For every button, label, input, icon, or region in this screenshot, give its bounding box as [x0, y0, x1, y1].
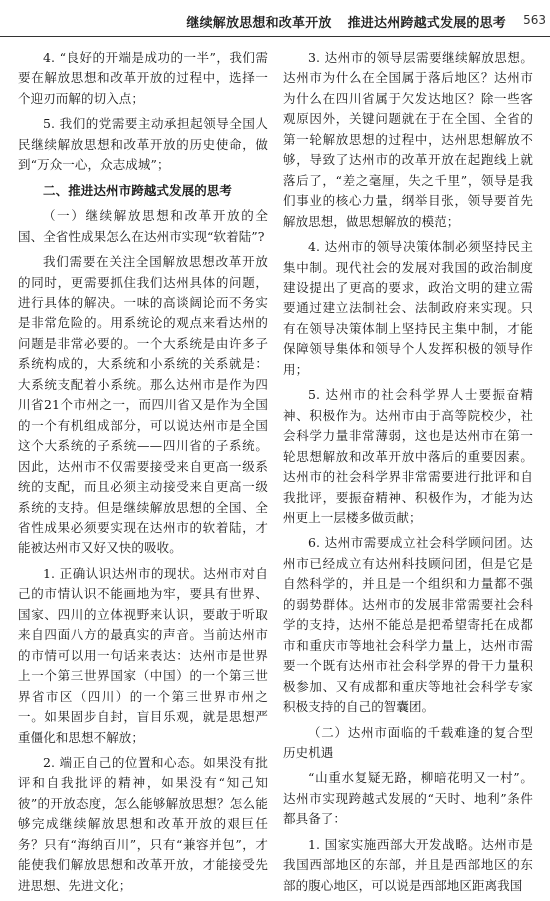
paragraph-item-5: 5. 我们的党需要主动承担起领导全国人民继续解放思想和改革开放的历史使命，做到“万众一心，众志成城”； [18, 116, 268, 173]
running-header [0, 0, 550, 37]
header-title-part1: 继续解放思想和改革开放 [186, 16, 332, 31]
paragraph-point-2: 2. 端正自己的位置和心态。如果没有批评和自我批评的精神，如果没有“知己知彼”的开放态度，怎么能够解放思想？怎么能够完成继续解放思想和改革开放的艰巨任务？只有“海纳百川”，只有“兼容并包”，才能使我们解放思想和改革开放，才能接受先进思想、先进文化； [18, 754, 268, 893]
running-header-title [186, 12, 506, 31]
paragraph-opportunity-intro: “山重水复疑无路，柳暗花明又一村”。达州市实现跨越式发展的“天时、地利”条件都具备了： [283, 770, 533, 827]
paragraph-body-systems: 我们需要在关注全国解放思想改革开放的同时，更需要抓住我们达州具体的问题，进行具体的解决。一味的高谈阔论而不务实是非常危险的。用系统论的观点来看达州的问题是非常必要的。一个大系统是由许多子系统构成的，大系统和小系统的关系就是：大系统支配着小系统。那么达州市是作为四川省21个市州之一，而四川省又是作为全国的一个有机组成部分，可以说达州市是全国这个大系统的子系统——四川省的子系统。因此，达州市不仅需要接受来自更高一级系统的支配，而且必须主动接受来自更高一级系统的支持。但是继续解放思想的全国、全省性成果必须要实现在达州市的软着陆，才能被达州市又好又快的吸收。 [18, 254, 268, 556]
paragraph-point-5: 5. 达州市的社会科学界人士要振奋精神、积极作为。达州市由于高等院校少，社会科学力量非常薄弱，这也是达州市在第一轮思想解放和改革开放中落后的重要因素。达州市的社会科学界非常需要进行批评和自我批评，要振奋精神、积极作为，才能为达州更上一层楼多做贡献； [283, 387, 533, 525]
subsection-heading-1: （一）继续解放思想和改革开放的全国、全省性成果怎么在达州市实现“软着陆”? [18, 208, 268, 244]
section-heading-2: 二、推进达州市跨越式发展的思考 [43, 182, 233, 198]
paragraph-point-1: 1. 正确认识达州市的现状。达州市对自己的市情认识不能画地为牢，要具有世界、国家、四川的立体视野来认识，要敢于听取来自四面八方的最真实的声音。当前达州市的市情可以用一句话来表达：达州市是世界上一个第三世界国家（中国）的一个第三世界省市区（四川）的一个第三世界市州之一。如果固步自封，盲目乐观，就是思想严重僵化和思想不解放； [18, 565, 268, 745]
paragraph-point-3: 3. 达州市的领导层需要继续解放思想。达州市为什么在全国属于落后地区？达州市为什么在四川省属于欠发达地区？除一些客观原因外，关键问题就在于在全国、全省的第一轮解放思想的过程中，达州思想解放不够，导致了达州市的改革开放在起跑线上就落后了，“差之毫厘，失之千里”，领导是我们事业的核心力量，纲举目张，领导要首先解放思想，做思想解放的模范； [283, 50, 533, 229]
subsection-heading-2: （二）达州市面临的千载难逢的复合型历史机遇 [283, 724, 533, 760]
paragraph-item-4: 4. “良好的开端是成功的一半”，我们需要在解放思想和改革开放的过程中，选择一个迎刃而解的切入点； [18, 50, 268, 106]
paragraph-opportunity-1: 1. 国家实施西部大开发战略。达州市是我国西部地区的东部，并且是西部地区的东部的腹心地区，可以说是西部地区距离我国 [283, 836, 533, 893]
paragraph-point-6: 6. 达州市需要成立社会科学顾问团。达州市已经成立有达州科技顾问团，但是它是自然科学的，并且是一个组织和力量都不强的弱势群体。达州市的发展非常需要社会科学的支持，达州不能总是把希望寄托在成都市和重庆市等地社会科学力量上，达州市需要一个既有达州市社会科学界的骨干力量积极参加、又有成都和重庆等地社会科学专家积极支持的自己的智囊团。 [283, 535, 533, 715]
header-title-part2: 推进达州跨越式发展的思考 [347, 16, 506, 31]
left-column [18, 48, 268, 901]
page-number: 563 [523, 13, 546, 27]
right-column [283, 48, 533, 901]
paragraph-point-4: 4. 达州市的领导决策体制必须坚持民主集中制。现代社会的发展对我国的政治制度建设提出了更高的要求，政治文明的建立需要通过建立法制社会、法制政府来实现。只有在领导决策体制上坚持民主集中制，才能保障领导集体和领导个人发挥积极的领导作用； [283, 239, 533, 377]
